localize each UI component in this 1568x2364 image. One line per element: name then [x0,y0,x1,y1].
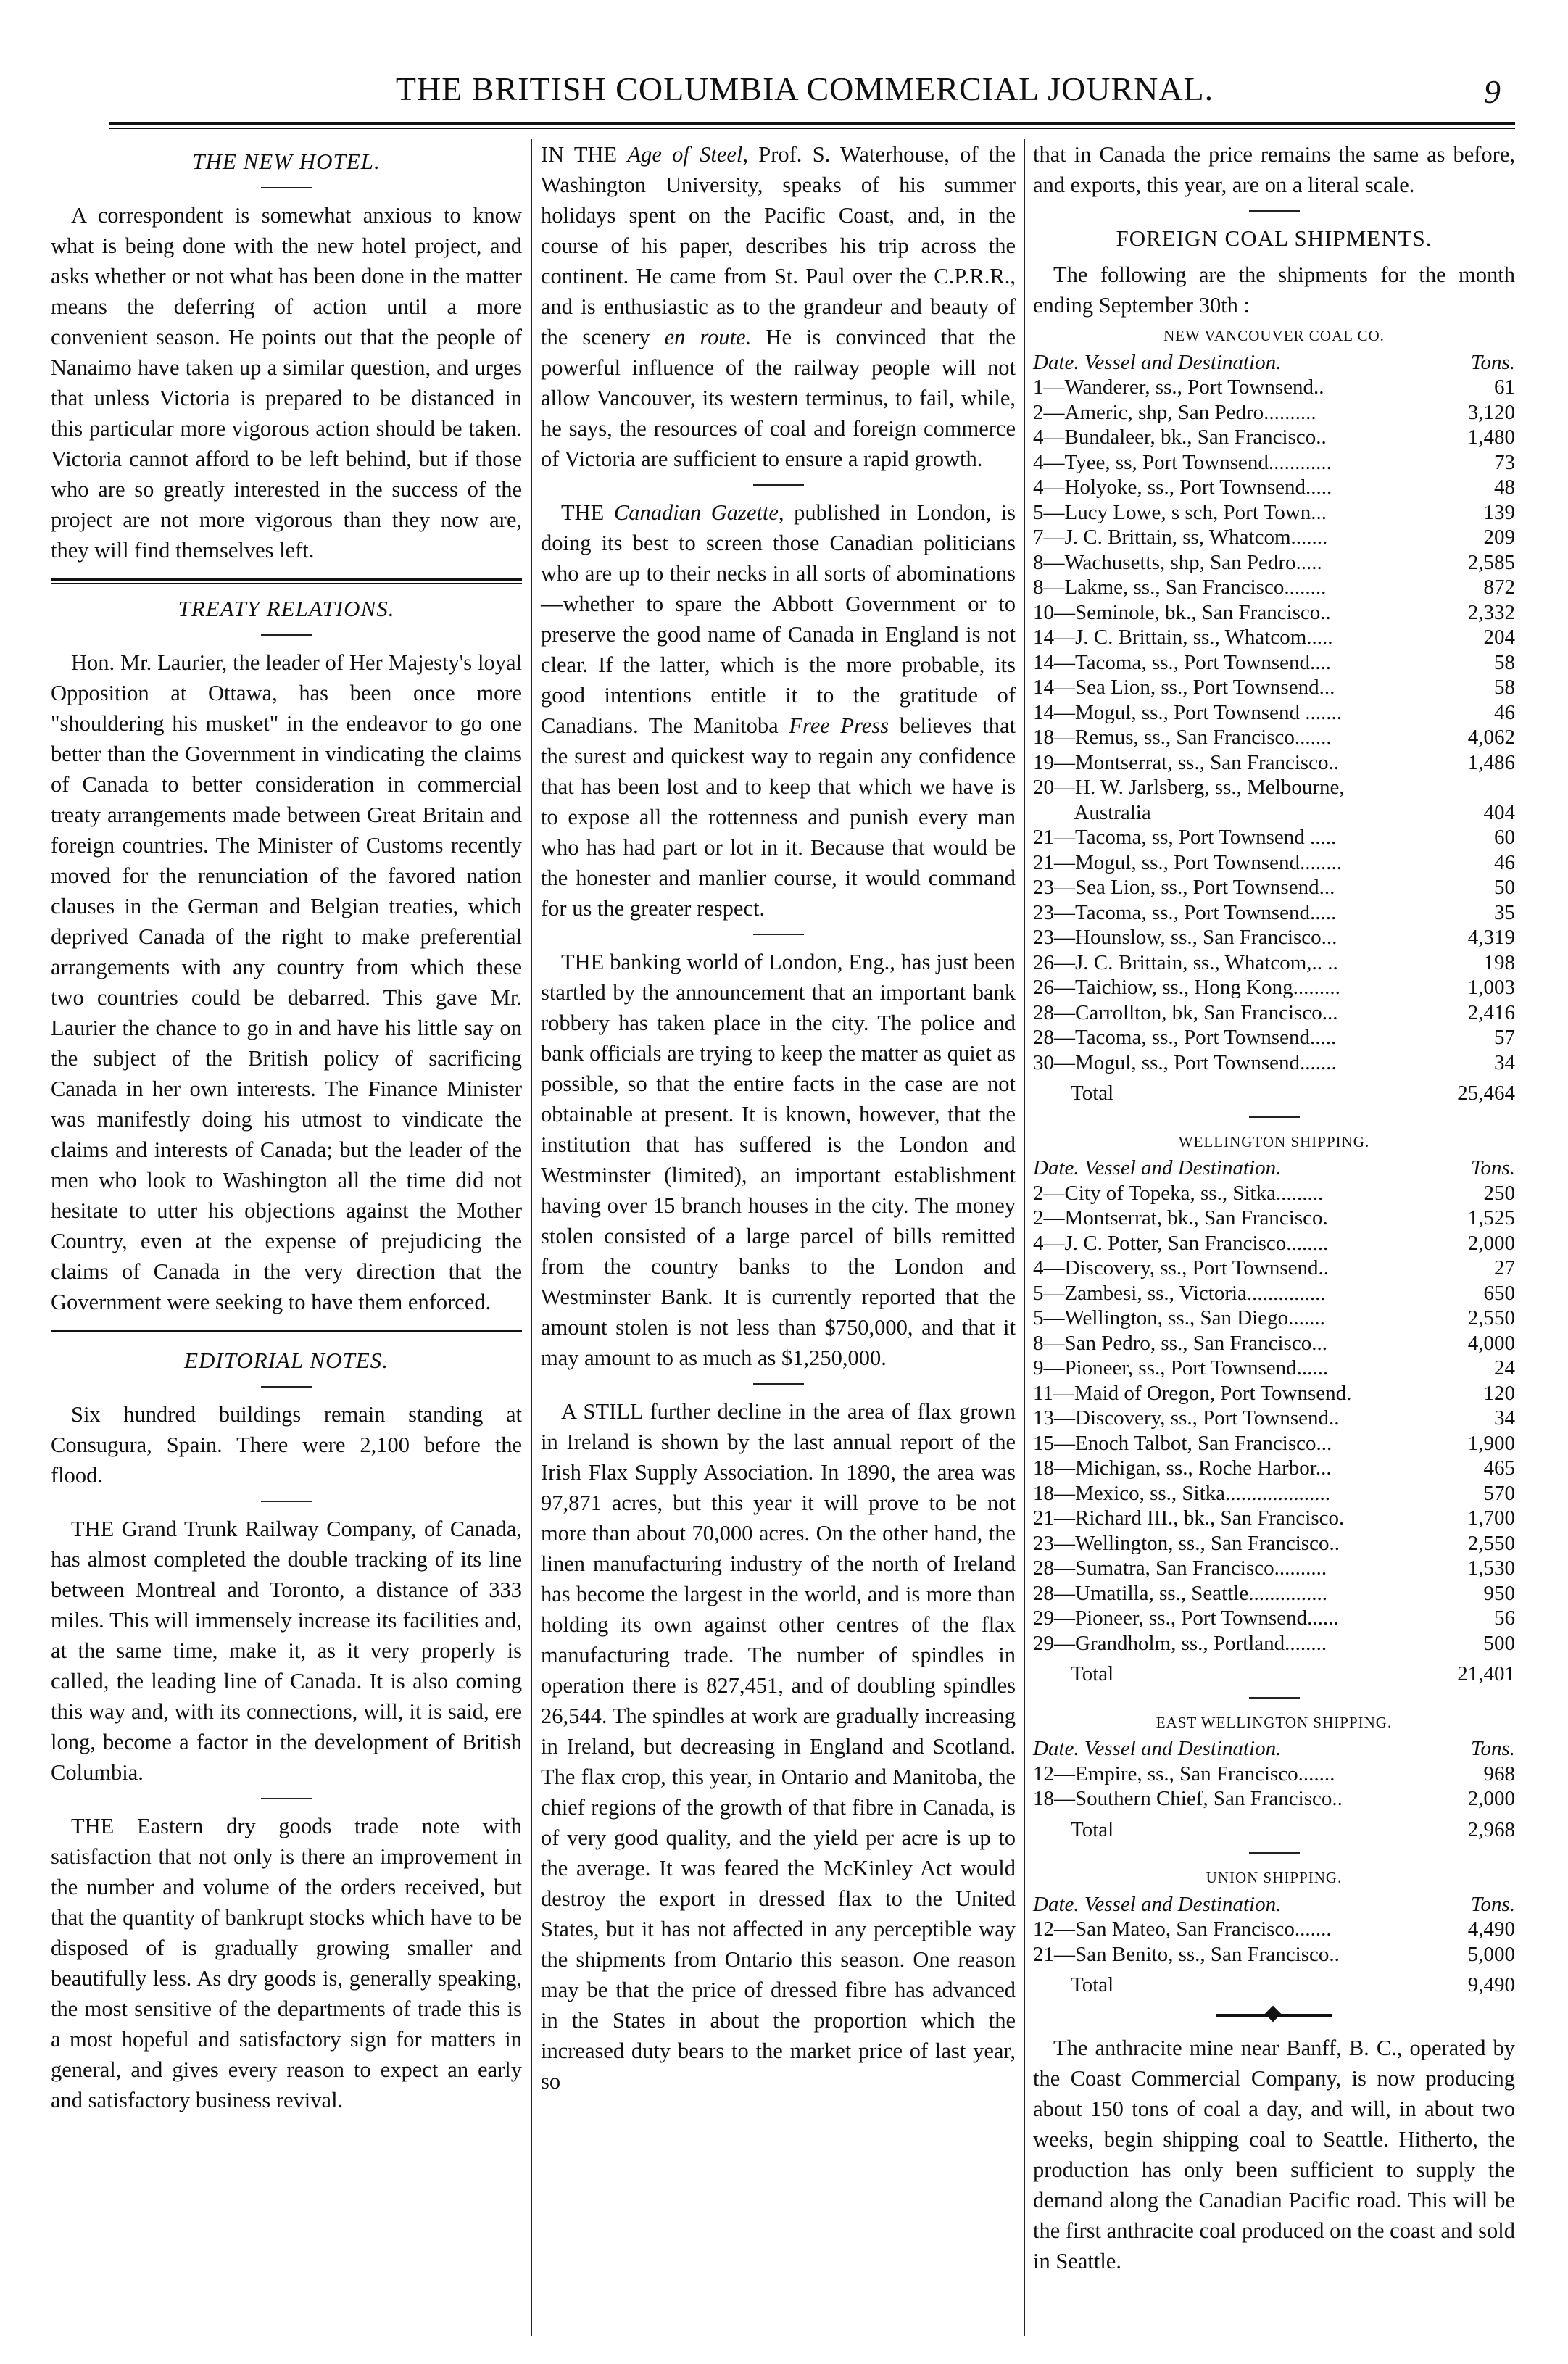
row-entry: 8—Lakme, ss., San Francisco........ [1033,576,1327,599]
row-tons [1450,775,1515,800]
italic-phrase: en route. [664,325,752,349]
table-row [1033,1381,1515,1406]
row-entry: 2—Montserrat, bk., San Francisco. [1033,1206,1328,1229]
header-date-vessel [1033,1892,1450,1917]
row-entry: 28—Carrollton, bk, San Francisco... [1033,1000,1338,1024]
column-2 [541,139,1016,2097]
shipment-table-title: WELLINGTON SHIPPING. [1178,1132,1370,1150]
row-tons: 24 [1494,1356,1515,1380]
row-tons: 950 [1483,1581,1515,1605]
row-entry: 10—Seminole, bk., San Francisco.. [1033,600,1331,624]
table-row [1033,1431,1515,1456]
text: Prof. S. Waterhouse, of the Washington University, speaks of his summer holidays spent on the Pacific Coast, and, in the course of his paper, describes his trip across the continent. He came from St. Paul over the C.P.R.R., and is enthusiastic as to the grandeur and beauty of the scenery [541,142,1016,349]
coal-shipment-tables [1033,323,1515,1998]
total-value: 21,401 [1457,1662,1515,1685]
row-entry: 4—J. C. Potter, San Francisco........ [1033,1231,1329,1255]
row-entry: 21—Mogul, ss., Port Townsend........ [1033,850,1343,874]
header-tons: Tons. [1470,1156,1515,1179]
row-tons: 2,000 [1467,1231,1515,1255]
separator [1249,1116,1300,1118]
header-date: Date. [1033,1737,1079,1760]
table-row [1033,1456,1515,1481]
table-row [1033,1231,1515,1256]
row-tons: 2,585 [1467,550,1515,574]
header-tons: Tons. [1470,350,1515,374]
row-tons: 2,416 [1467,1000,1515,1024]
table-header [1033,350,1515,376]
row-entry: 26—J. C. Brittain, ss., Whatcom,.. .. [1033,950,1338,974]
row-entry: 8—San Pedro, ss., San Francisco... [1033,1331,1327,1355]
total-label: Total [1071,1817,1114,1841]
ornamental-divider [1216,2014,1332,2017]
row-entry: 18—Michigan, ss., Roche Harbor... [1033,1456,1332,1480]
separator [1249,210,1300,212]
note-spain-flood: Six hundred buildings remain standing at Consugura, Spain. There were 2,100 before the flood. [51,1402,522,1488]
row-tons: 570 [1483,1481,1515,1505]
row-tons: 1,486 [1467,750,1515,774]
publication-name: Canadian Gazette, [613,500,784,525]
table-row [1033,1917,1515,1942]
row-entry: 15—Enoch Talbot, San Francisco... [1033,1431,1332,1455]
separator [753,934,804,935]
row-entry: 4—Discovery, ss., Port Townsend.. [1033,1256,1329,1280]
separator [753,1383,804,1385]
row-entry: 5—Zambesi, ss., Victoria............... [1033,1281,1326,1305]
column-3 [1033,139,1515,2276]
table-header [1033,1736,1515,1762]
heading-treaty-relations: TREATY RELATIONS. [178,596,395,621]
note-dry-goods: THE Eastern dry goods trade note with satisfaction that not only is there an improvement in the number and volume of the orders received, but that the quantity of bankrupt stocks which have to be disposed of is gradually growing smaller and beautifully less. As dry goods is, generally speaking, the most sensitive of the departments of trade this is a most hopeful and satisfactory sign for matters in general, and gives every reason to expect an early and satisfactory business revival. [51,1814,522,2112]
row-tons: 650 [1483,1281,1515,1305]
table-row [1033,1256,1515,1281]
header-date-vessel [1033,350,1450,376]
table-row [1033,475,1515,500]
row-tons: 46 [1494,700,1515,724]
double-rule-thin [51,583,522,584]
table-row [1033,1206,1515,1231]
row-tons: 73 [1494,450,1515,474]
table-total [1033,1081,1515,1106]
heading-foreign-coal: FOREIGN COAL SHIPMENTS. [1116,225,1432,251]
text: He is convinced that the powerful influence of the railway people will not allow Vancouver, its western terminus, to fail, while, he says, the resources of coal and foreign commerce of Victoria are sufficient to ensure a rapid growth. [541,325,1016,471]
row-tons: 61 [1494,376,1515,399]
row-tons: 500 [1483,1631,1515,1655]
row-entry: 20—H. W. Jarlsberg, ss., Melbourne, [1033,776,1345,799]
row-entry: 11—Maid of Oregon, Port Townsend. [1033,1381,1352,1405]
note-anthracite-mine: The anthracite mine near Banff, B. C., operated by the Coast Commercial Company, is now producing about 150 tons of coal a day, and will, in about two weeks, begin shipping coal to Seattle. Hitherto, the production has only been sufficient to supply the demand along the Canadian Pacific road. This will be the first anthracite coal produced on the coast and sold in Seattle. [1033,2035,1515,2273]
table-row [1033,875,1515,900]
row-tons: 1,003 [1467,976,1515,999]
row-entry: 21—San Benito, ss., San Francisco.. [1033,1942,1340,1966]
row-entry: 9—Pioneer, ss., Port Townsend...... [1033,1356,1329,1380]
table-row [1033,600,1515,626]
table-row [1033,1942,1515,1967]
separator [261,634,312,636]
row-entry: 23—Wellington, ss., San Francisco.. [1033,1531,1340,1555]
note-grand-trunk: THE Grand Trunk Railway Company, of Canada, has almost completed the double tracking of its line between Montreal and Toronto, a distance of 333 miles. This will immensely increase its facilities and, at the same time, make it, as it very properly is called, the leading line of Canada. It is also coming this way and, with its connections, will, it is said, ere long, become a factor in the development of British Columbia. [51,1517,522,1785]
table-row [1033,750,1515,776]
table-header [1033,1892,1515,1917]
table-row [1033,1050,1515,1076]
row-tons: 58 [1494,676,1515,699]
table-row [1033,625,1515,650]
row-tons: 48 [1494,476,1515,499]
row-entry: 28—Tacoma, ss., Port Townsend..... [1033,1026,1337,1049]
row-entry: 4—Tyee, ss, Port Townsend............ [1033,450,1332,474]
journal-title: THE BRITISH COLUMBIA COMMERCIAL JOURNAL. [395,70,1214,107]
table-row [1033,1181,1515,1206]
article-new-hotel: A correspondent is somewhat anxious to know what is being done with the new hotel project, and asks whether or not what has been done in the matter means the deferring of action until a more convenient season. He points out that the people of Nanaimo have taken up a similar question, and urges that unless Victoria is prepared to be distanced in this particular more vigorous action should be taken. Victoria cannot afford to be left behind, but if those who are so greatly interested in the success of the project are not more vigorous than they now are, they will find themselves left. [51,203,522,563]
table-row [1033,825,1515,850]
row-tons: 50 [1494,876,1515,899]
table-row [1033,675,1515,700]
table-total [1033,1973,1515,1998]
double-rule [51,1330,522,1332]
row-entry: 5—Wellington, ss., San Diego....... [1033,1306,1325,1330]
double-rule [51,578,522,581]
shipment-table [1033,1129,1515,1687]
header-date-vessel [1033,1736,1450,1762]
header-vessel: Vessel and Destination. [1084,1737,1282,1760]
header-date: Date. [1033,1892,1079,1916]
total-value: 25,464 [1457,1082,1515,1105]
row-entry: 18—Mexico, ss., Sitka.................... [1033,1481,1331,1505]
column-rule-1 [531,139,532,2336]
table-row [1033,1531,1515,1556]
row-tons: 5,000 [1467,1942,1515,1966]
total-label: Total [1071,1082,1114,1105]
row-entry: 18—Southern Chief, San Francisco.. [1033,1787,1343,1810]
shipment-table [1033,1865,1515,1998]
publication-name: Age of Steel, [627,142,749,167]
table-row [1033,1306,1515,1331]
row-tons: 34 [1494,1050,1515,1074]
row-entry: 4—Bundaleer, bk., San Francisco.. [1033,426,1327,449]
table-row [1033,800,1515,826]
table-row [1033,550,1515,576]
row-entry: Australia [1033,800,1151,824]
table-row [1033,775,1515,800]
shipment-table-title: NEW VANCOUVER COAL CO. [1163,327,1385,344]
row-entry: 14—Sea Lion, ss., Port Townsend... [1033,676,1335,699]
table-row [1033,650,1515,676]
row-tons: 204 [1483,626,1515,649]
masthead [109,70,1501,113]
shipment-table [1033,323,1515,1106]
table-row [1033,1356,1515,1381]
coal-intro: The following are the shipments for the month ending September 30th : [1033,262,1515,318]
table-row [1033,1581,1515,1606]
table-row [1033,1556,1515,1581]
row-tons: 120 [1483,1381,1515,1405]
row-tons: 1,700 [1467,1506,1515,1530]
table-row [1033,900,1515,926]
table-row [1033,450,1515,476]
table-header [1033,1156,1515,1181]
heading-editorial-notes: EDITORIAL NOTES. [184,1348,389,1373]
table-row [1033,1000,1515,1026]
lead-in: IN THE [541,142,618,167]
header-tons: Tons. [1470,1892,1515,1916]
row-tons: 1,525 [1467,1206,1515,1229]
table-row [1033,1025,1515,1050]
total-value: 2,968 [1467,1817,1515,1841]
column-rule-2 [1024,139,1025,2336]
row-entry: 30—Mogul, ss., Port Townsend....... [1033,1050,1337,1074]
row-tons: 2,332 [1467,600,1515,624]
row-tons: 4,000 [1467,1331,1515,1355]
row-entry: 2—Americ, shp, San Pedro.......... [1033,400,1316,424]
row-tons: 46 [1494,850,1515,874]
row-tons: 1,900 [1467,1431,1515,1455]
row-tons: 209 [1483,526,1515,549]
header-tons: Tons. [1470,1737,1515,1760]
row-entry: 28—Umatilla, ss., Seattle............... [1033,1581,1327,1605]
article-treaty-relations: Hon. Mr. Laurier, the leader of Her Majesty's loyal Opposition at Ottawa, has been once more "shouldering his musket" in the endeavor to go one better than the Government in vindicating the claims of Canada to better consideration in commercial treaty arrangements made between Great Britain and foreign countries. The Minister of Customs recently moved for the renunciation of the favored nation clauses in the German and Belgian treaties, which deprived Canada of the right to make preferential arrangements with any country from which these two countries could be debarred. This gave Mr. Laurier the chance to go in and have his little say on the subject of the British policy of sacrificing Canada in her own interests. The Finance Minister was manifestly doing his utmost to vindicate the claims and interests of Canada; but the leader of the men who look to Washington all the time did not hesitate to utter his objections against the Mother Country, even at the expense of prejudicing the claims of Canada in the very direction that the Government were seeking to have them enforced. [51,650,522,1314]
note-age-of-steel [541,139,1016,474]
table-row [1033,1331,1515,1356]
continued-text: that in Canada the price remains the same as before, and exports, this year, are on a literal scale. [1033,142,1515,197]
table-row [1033,1506,1515,1531]
row-tons: 2,550 [1467,1531,1515,1555]
total-label: Total [1071,1973,1114,1996]
row-entry: 12—San Mateo, San Francisco....... [1033,1917,1332,1941]
table-row [1033,575,1515,600]
note-irish-flax: A STILL further decline in the area of flax grown in Ireland is shown by the last annual report of the Irish Flax Supply Association. In 1890, the area was 97,871 acres, but this year it will prove to be not more than about 70,000 acres. On the other hand, the linen manufacturing industry of the north of Ireland has become the largest in the world, and is more than holding its own against other centres of the flax manufacturing trade. The number of spindles in operation there is 827,451, and of doubling spindles 26,544. The spindles at work are gradually increasing in Ireland, but decreasing in England and Scotland. The flax crop, this year, in Ontario and Manitoba, the chief regions of the growth of that fibre in Canada, is of very good quality, and the yield per acre is up to the average. It was feared the McKinley Act would destroy the export in dressed flax to the United States, but it has not affected in any perceptible way the shipments from Ontario this season. One reason may be that the price of dressed fibre has advanced in the States in about the proportion which the increased duty bears to the market price of last year, so [541,1399,1016,2094]
header-vessel: Vessel and Destination. [1084,1156,1282,1179]
total-label: Total [1071,1662,1114,1685]
separator [261,1386,312,1388]
shipment-table-title: EAST WELLINGTON SHIPPING. [1156,1713,1393,1731]
table-row [1033,375,1515,400]
separator [753,484,804,486]
header-date-vessel [1033,1156,1450,1181]
lead-in: THE [561,500,605,525]
row-tons: 35 [1494,900,1515,924]
row-tons: 34 [1494,1406,1515,1430]
table-row [1033,1481,1515,1506]
row-tons: 968 [1483,1762,1515,1786]
total-value: 9,490 [1467,1973,1515,1996]
row-tons: 4,319 [1467,926,1515,949]
header-vessel: Vessel and Destination. [1084,350,1282,374]
row-tons: 1,480 [1467,426,1515,449]
row-entry: 21—Tacoma, ss, Port Townsend ..... [1033,826,1337,849]
table-row [1033,850,1515,876]
row-tons: 1,530 [1467,1556,1515,1580]
row-tons: 3,120 [1467,400,1515,424]
row-entry: 18—Remus, ss., San Francisco....... [1033,726,1332,749]
row-tons: 58 [1494,650,1515,674]
separator [261,187,312,188]
separator [261,1501,312,1502]
row-tons: 198 [1483,950,1515,974]
row-entry: 21—Richard III., bk., San Francisco. [1033,1506,1345,1530]
note-bank-robbery: THE banking world of London, Eng., has just been startled by the announcement that an important bank robbery has taken place in the city. The police and bank officials are trying to keep the matter as quiet as possible, so that the entire facts in the case are not obtainable at present. It is known, however, that the institution that has suffered is the London and Westminster (limited), an important establishment having over 15 branch houses in the city. The money stolen consisted of a large parcel of bills remitted from the country banks to the London and Westminster Bank. It is currently reported that the amount stolen is not less than $750,000, and that it may amount to as much as $1,250,000. [541,950,1016,1370]
row-tons: 139 [1483,500,1515,524]
separator [1249,1852,1300,1854]
note-canadian-gazette [541,497,1016,924]
text: believes that the surest and quickest way to regain any confidence that has been lost and to keep that which we have is to expose all the rottenness and punish every man who has had part or lot in it. Because that would be the honester and manlier course, it would command for us the greater respect. [541,713,1016,921]
row-entry: 23—Hounslow, ss., San Francisco... [1033,926,1337,949]
row-tons: 56 [1494,1606,1515,1630]
table-row [1033,700,1515,726]
row-entry: 7—J. C. Brittain, ss, Whatcom....... [1033,526,1328,549]
table-row [1033,950,1515,976]
table-total [1033,1817,1515,1843]
row-entry: 14—J. C. Brittain, ss., Whatcom..... [1033,626,1333,649]
row-entry: 5—Lucy Lowe, s sch, Port Town... [1033,500,1327,524]
separator [261,1798,312,1799]
table-row [1033,1406,1515,1431]
row-entry: 12—Empire, ss., San Francisco....... [1033,1762,1335,1786]
text: published in London, is doing its best to screen those Canadian politicians who are up to their necks in all sorts of abominations—whether to spare the Abbott Government or to preserve the good name of Canada in England is not clear. If the latter, which is the more probable, its good intentions entitle it to the gratitude of Canadians. The Manitoba [541,500,1016,738]
row-entry: 2—City of Topeka, ss., Sitka......... [1033,1181,1324,1205]
row-tons: 27 [1494,1256,1515,1280]
row-tons: 2,000 [1467,1787,1515,1810]
table-row [1033,1606,1515,1631]
row-tons: 872 [1483,576,1515,599]
header-rule-thin [109,128,1515,129]
row-tons: 4,062 [1467,726,1515,749]
separator [1249,1697,1300,1699]
table-row [1033,500,1515,526]
row-tons: 4,490 [1467,1917,1515,1941]
row-entry: 26—Taichiow, ss., Hong Kong......... [1033,976,1340,999]
table-row [1033,425,1515,450]
header-date: Date. [1033,1156,1079,1179]
row-entry: 14—Tacoma, ss., Port Townsend.... [1033,650,1332,674]
row-entry: 19—Montserrat, ss., San Francisco.. [1033,750,1340,774]
table-row [1033,975,1515,1000]
row-entry: 23—Tacoma, ss., Port Townsend..... [1033,900,1337,924]
column-1 [51,139,522,2115]
row-tons: 465 [1483,1456,1515,1480]
row-entry: 29—Grandholm, ss., Portland........ [1033,1631,1327,1655]
row-entry: 14—Mogul, ss., Port Townsend ....... [1033,700,1343,724]
table-row [1033,525,1515,550]
table-row [1033,1281,1515,1306]
row-entry: 1—Wanderer, ss., Port Townsend.. [1033,376,1324,399]
row-tons: 60 [1494,826,1515,849]
table-row [1033,925,1515,950]
row-entry: 4—Holyoke, ss., Port Townsend..... [1033,476,1332,499]
page-number: 9 [1484,73,1501,110]
publication-name: Free Press [789,713,889,738]
row-entry: 8—Wachusetts, shp, San Pedro..... [1033,550,1322,574]
row-entry: 29—Pioneer, ss., Port Townsend...... [1033,1606,1339,1630]
table-total [1033,1662,1515,1687]
row-tons: 2,550 [1467,1306,1515,1330]
header-rule [109,122,1515,125]
row-entry: 28—Sumatra, San Francisco.......... [1033,1556,1327,1580]
row-entry: 13—Discovery, ss., Port Townsend.. [1033,1406,1340,1430]
table-row [1033,400,1515,426]
row-entry: 23—Sea Lion, ss., Port Townsend... [1033,876,1335,899]
shipment-table [1033,1710,1515,1843]
row-tons: 404 [1483,800,1515,824]
row-tons: 57 [1494,1026,1515,1049]
header-date: Date. [1033,350,1079,374]
table-row [1033,1786,1515,1812]
table-row [1033,725,1515,750]
table-row [1033,1762,1515,1787]
table-row [1033,1631,1515,1656]
heading-new-hotel: THE NEW HOTEL. [192,149,381,174]
header-vessel: Vessel and Destination. [1084,1892,1282,1916]
row-tons: 250 [1483,1181,1515,1205]
shipment-table-title: UNION SHIPPING. [1206,1869,1343,1886]
